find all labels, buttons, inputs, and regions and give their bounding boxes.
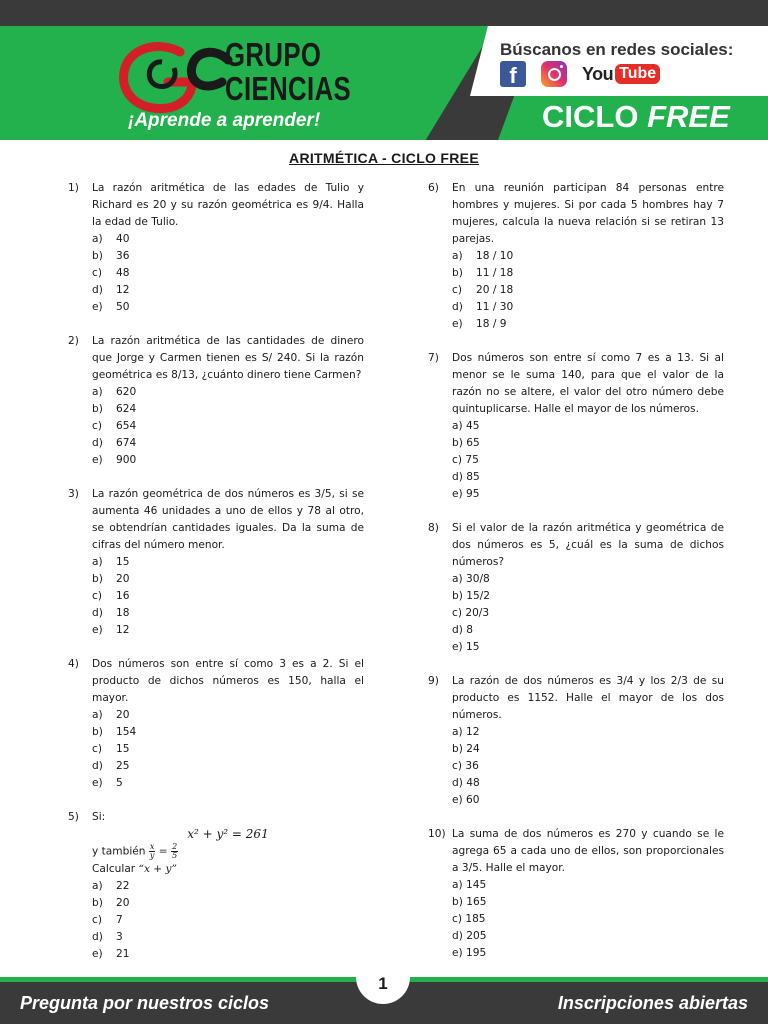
question-item [428,180,724,333]
question-item [428,350,724,503]
question-number: 9) [428,675,439,687]
option-letter: c) [92,743,102,755]
option-value: 12 [466,726,480,738]
question-number: 8) [428,522,439,534]
question-text: La razón geométrica de dos números es 3/5, si se aumenta 46 unidades a uno de ellos y 78 al otro, se obtendrían cantidades iguales. Da la suma de cifras del número menor. [92,488,364,551]
answer-option [92,452,364,469]
question-text: La razón de dos números es 3/4 y los 2/3 de su producto es 1152. Halle el mayor de los dos números. [452,675,724,721]
answer-option [452,316,724,333]
answer-option [92,231,364,248]
option-letter: c) [92,420,102,432]
option-value: 18 / 9 [476,318,507,330]
option-value: 20 [116,896,130,909]
question-item [428,826,724,962]
option-value: 16 [116,590,130,602]
answer-option [452,792,724,809]
option-letter: b) [452,590,467,602]
option-value: 20 [116,709,130,721]
question-item [68,486,364,639]
calc-label: Calcular [92,862,136,875]
question-number: 3) [68,488,79,500]
equals-sign: = [158,845,168,858]
answer-option [452,248,724,265]
option-value: 18 [116,607,130,619]
option-value: 3 [116,930,123,943]
answer-option [452,469,724,486]
option-letter: e) [452,641,467,653]
question-calc-line [92,861,364,878]
instagram-ring [548,68,561,81]
option-value: 8 [466,624,473,636]
answer-option [452,282,724,299]
option-value: 65 [466,437,480,449]
option-letter: b) [452,896,467,908]
grupo-ciencias-logo-icon [118,38,234,116]
answer-option [452,571,724,588]
answer-option [452,639,724,656]
option-value: 205 [466,930,487,942]
option-letter: a) [92,709,103,721]
question-formula: x² + y² = 261 [187,827,269,841]
footer-left-text: Pregunta por nuestros ciclos [20,993,270,1013]
brand-slogan: ¡Aprende a aprender! [128,110,321,131]
answer-option [452,605,724,622]
option-value: 20 / 18 [476,284,514,296]
option-list [452,571,724,656]
option-letter: d) [92,930,103,943]
right-column [428,180,724,979]
answer-option [92,418,364,435]
option-value: 11 / 18 [476,267,514,279]
option-letter: e) [92,947,103,960]
question-item [428,520,724,656]
option-value: 60 [466,794,480,806]
answer-option [92,878,364,895]
answer-option [92,622,364,639]
option-list [92,707,364,792]
option-value: 36 [465,760,479,772]
option-letter: c) [92,267,102,279]
option-letter: c) [452,760,466,772]
youtube-tube-text: Tube [615,64,660,84]
option-letter: a) [452,726,466,738]
option-letter: b) [92,726,103,738]
question-5 [68,809,364,963]
option-letter: e) [92,624,103,636]
answer-option [452,452,724,469]
answer-option [92,946,364,963]
question-intro: Si: [92,811,106,823]
fraction-numerator: x [149,842,155,851]
calc-expression: “x + y” [138,862,177,875]
option-letter: d) [452,471,467,483]
answer-option [92,248,364,265]
answer-option [92,299,364,316]
option-letter: c) [92,590,102,602]
question-item [68,333,364,469]
left-question-list [68,180,364,792]
page-header [0,0,768,140]
option-list [92,231,364,316]
right-question-list [428,180,724,962]
answer-option [452,758,724,775]
fraction-x-over-y [149,843,156,860]
answer-option [92,605,364,622]
answer-option [92,554,364,571]
answer-option [92,401,364,418]
option-value: 21 [116,947,130,960]
option-value: 25 [116,760,130,772]
option-list [452,724,724,809]
answer-option [452,265,724,282]
option-value: 40 [116,233,130,245]
answer-option [92,912,364,929]
option-value: 22 [116,879,130,892]
option-letter: d) [452,301,463,313]
option-letter: b) [452,437,467,449]
question-item [68,656,364,792]
option-letter: d) [452,624,467,636]
option-value: 85 [466,471,480,483]
page-number: 1 [356,960,410,1004]
youtube-icon[interactable] [582,61,660,87]
option-list [92,554,364,639]
question-number: 10) [428,828,446,840]
option-value: 154 [116,726,137,738]
answer-option [92,758,364,775]
facebook-letter: f [509,63,517,88]
option-value: 20/3 [465,607,490,619]
facebook-icon[interactable] [500,61,526,87]
option-letter: d) [92,760,103,772]
option-list [92,878,364,963]
option-value: 48 [466,777,480,789]
option-letter: e) [452,488,467,500]
answer-option [92,741,364,758]
option-letter: a) [452,879,466,891]
option-value: 654 [116,420,137,432]
answer-option [452,911,724,928]
option-value: 7 [116,913,123,926]
answer-option [452,418,724,435]
option-value: 145 [466,879,487,891]
option-value: 900 [116,454,137,466]
answer-option [92,282,364,299]
option-letter: e) [92,777,103,789]
question-number: 2) [68,335,79,347]
question-text: Si el valor de la razón aritmética y geométrica de dos números es 5, ¿cuál es la suma de dichos números? [452,522,724,568]
option-letter: e) [452,947,467,959]
free-word: FREE [647,99,730,134]
option-value: 20 [116,573,130,585]
option-letter: d) [92,437,103,449]
answer-option [92,707,364,724]
question-number: 6) [428,182,439,194]
option-list [92,384,364,469]
option-letter: a) [452,420,466,432]
question-item [68,180,364,316]
option-letter: a) [92,386,103,398]
option-letter: b) [92,896,103,909]
answer-option [452,299,724,316]
option-value: 15 [116,743,130,755]
social-title: Búscanos en redes sociales: [500,40,734,59]
ciclo-word: CICLO [542,99,639,134]
brand-name-line1: GRUPO [225,36,322,73]
option-letter: b) [92,250,103,262]
brand-name-line2: CIENCIAS [225,70,352,107]
footer-right-text: Inscripciones abiertas [557,993,748,1013]
fraction-numerator: 2 [172,842,178,851]
option-letter: e) [452,794,467,806]
option-letter: e) [452,318,463,330]
option-value: 30/8 [466,573,490,585]
answer-option [452,588,724,605]
question-text: La razón aritmética de las edades de Tulio y Richard es 20 y su razón geométrica es 9/4. Halla la edad de Tulio. [92,182,364,228]
answer-option [452,724,724,741]
option-value: 674 [116,437,137,449]
answer-option [92,571,364,588]
option-value: 12 [116,624,130,636]
answer-option [92,265,364,282]
option-value: 45 [466,420,480,432]
question-text: En una reunión participan 84 personas entre hombres y mujeres. Si por cada 5 hombres hay 7 mujeres, calcula la nueva relación si se retiran 13 parejas. [452,182,724,245]
option-value: 50 [116,301,130,313]
option-list [452,248,724,333]
option-value: 12 [116,284,130,296]
question-number: 7) [428,352,439,364]
answer-option [92,775,364,792]
option-letter: b) [92,403,103,415]
option-letter: c) [92,913,102,926]
option-value: 15 [466,641,480,653]
question-number: 5) [68,811,79,823]
option-list [452,418,724,503]
answer-option [92,929,364,946]
answer-option [452,945,724,962]
question-text: La suma de dos números es 270 y cuando se le agrega 65 a cada uno de ellos, son proporcionales a 3/5. Halle el mayor. [452,828,724,874]
option-letter: b) [452,267,463,279]
fraction-denominator: 5 [172,851,178,860]
option-letter: a) [92,233,103,245]
question-item [428,673,724,809]
option-letter: a) [452,250,463,262]
answer-option [452,741,724,758]
answer-option [452,775,724,792]
option-letter: d) [452,930,467,942]
question-text: La razón aritmética de las cantidades de dinero que Jorge y Carmen tienen es S/ 240. Si la razón geométrica es 8/13, ¿cuánto dinero tiene Carmen? [92,335,364,381]
option-value: 624 [116,403,137,415]
answer-option [452,435,724,452]
answer-option [452,877,724,894]
question-number: 1) [68,182,79,194]
option-letter: e) [92,454,103,466]
option-value: 11 / 30 [476,301,514,313]
instagram-icon[interactable] [541,61,567,87]
option-value: 48 [116,267,130,279]
option-value: 24 [466,743,480,755]
option-letter: d) [452,777,467,789]
answer-option [92,895,364,912]
option-letter: c) [452,607,466,619]
option-letter: c) [452,284,462,296]
option-letter: e) [92,301,103,313]
fraction-denominator: y [149,851,155,860]
ratio-label: y también [92,845,146,858]
option-value: 195 [466,947,487,959]
fraction-2-over-5 [171,843,178,860]
option-letter: c) [452,913,466,925]
option-value: 75 [465,454,479,466]
question-ratio-line [92,843,364,861]
answer-option [452,894,724,911]
option-letter: a) [92,556,103,568]
document-title [0,150,768,166]
ciclo-free-label [542,99,730,135]
option-value: 620 [116,386,137,398]
answer-option [452,928,724,945]
option-letter: b) [452,743,467,755]
question-text: Dos números son entre sí como 3 es a 2. Si el producto de dichos números es 150, halla el mayor. [92,658,364,704]
answer-option [92,588,364,605]
option-letter: a) [452,573,466,585]
answer-option [92,384,364,401]
option-letter: d) [92,607,103,619]
question-text: Dos números son entre sí como 7 es a 13. Si al menor se le suma 140, para que el valor de la razón no se altere, el valor del otro número debe quintuplicarse. Halle el mayor de los números. [452,352,724,415]
instagram-dot [560,65,563,68]
question-number: 4) [68,658,79,670]
answer-option [92,724,364,741]
option-value: 185 [465,913,486,925]
option-letter: d) [92,284,103,296]
option-value: 5 [116,777,123,789]
left-column [68,180,364,980]
option-letter: c) [452,454,466,466]
option-value: 15/2 [466,590,491,602]
option-value: 95 [466,488,480,500]
answer-option [92,435,364,452]
answer-option [452,486,724,503]
option-value: 165 [466,896,487,908]
youtube-you-text: You [582,63,614,84]
option-letter: b) [92,573,103,585]
option-list [452,877,724,962]
option-value: 15 [116,556,130,568]
option-value: 36 [116,250,130,262]
option-value: 18 / 10 [476,250,514,262]
document-title-text: ARITMÉTICA - CICLO FREE [289,150,479,166]
answer-option [452,622,724,639]
option-letter: a) [92,879,103,892]
